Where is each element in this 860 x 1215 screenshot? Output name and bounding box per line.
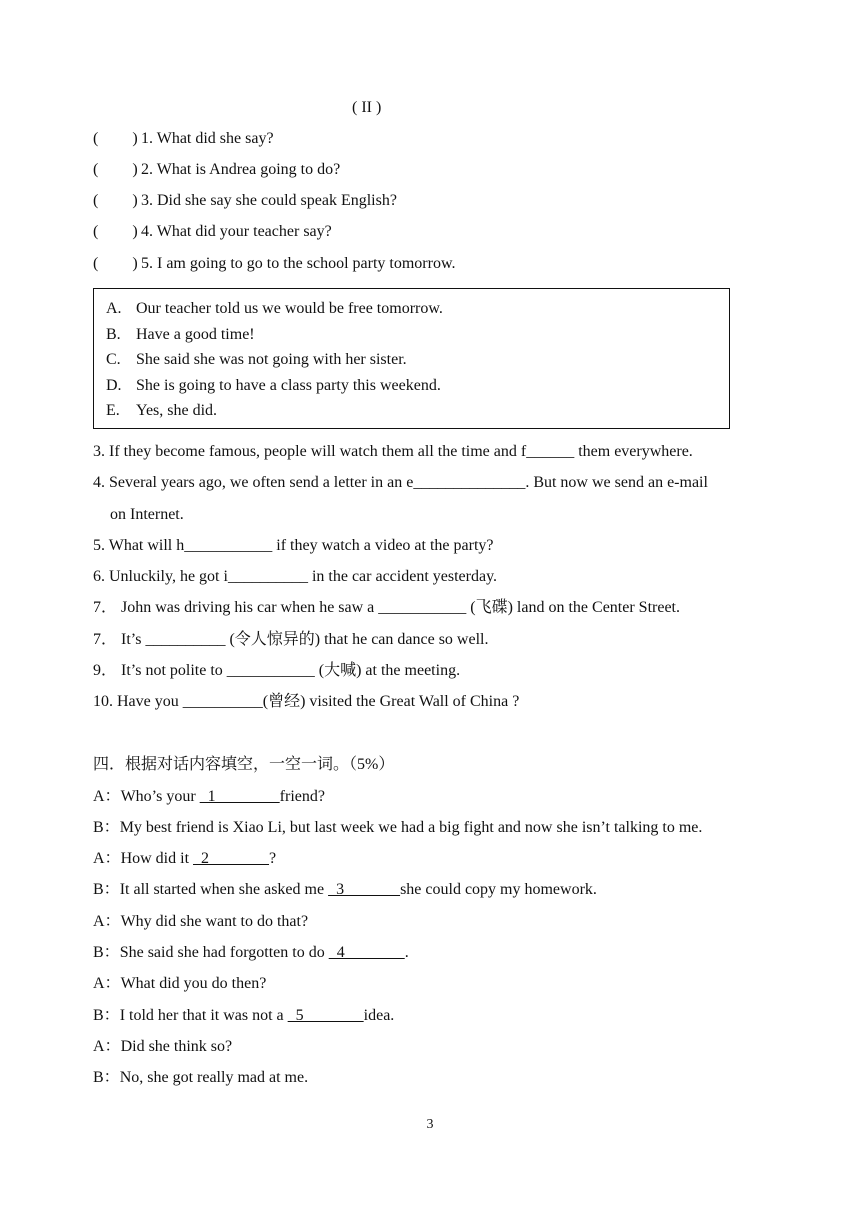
fill-item: 6. Unluckily, he got i__________ in the car accident yesterday. [93,568,498,585]
options-box [93,288,730,429]
answer-paren: ( ) [93,255,138,272]
dialog-line: B：My best friend is Xiao Li, but last week we had a big fight and now she isn’t talking to me. [93,819,703,836]
question-text: 3. Did she say she could speak English? [141,192,397,209]
question-text: 1. What did she say? [141,130,274,147]
dialog-line: B：No, she got really mad at me. [93,1069,309,1086]
answer-paren: ( ) [93,192,138,209]
fill-item: 5. What will h___________ if they watch a video at the party? [93,537,494,554]
fill-item: on Internet. [110,506,184,523]
answer-blank: 5 [287,1007,364,1024]
answer-paren: ( ) [93,223,138,240]
question-item [93,254,455,274]
question-text: 2. What is Andrea going to do? [141,161,341,178]
answer-blank: 1 [199,788,280,805]
question-item [93,191,397,211]
dialog-line: A：Why did she want to do that? [93,913,309,930]
question-item [93,222,332,242]
fill-item: 7． It’s __________ (令人惊异的) that he can dance so well. [93,631,489,648]
dialog-line: B：I told her that it was not a 5 idea. [93,1007,395,1024]
question-text: 5. I am going to go to the school party tomorrow. [141,255,456,272]
dialog-line: A：What did you do then? [93,975,267,992]
answer-paren: ( ) [93,161,138,178]
dialog-title: 四．根据对话内容填空，一空一词。（5%） [93,756,395,773]
option-item: D. She is going to have a class party this weekend. [106,377,441,394]
option-item: B. Have a good time! [106,326,255,343]
question-text: 4. What did your teacher say? [141,223,332,240]
fill-item: 3. If they become famous, people will watch them all the time and f______ them everywhere. [93,443,693,460]
dialog-line: A：Who’s your 1 friend? [93,788,325,805]
dialog-line: B：It all started when she asked me 3 she could copy my homework. [93,881,597,898]
page-number: 3 [426,1117,434,1132]
section-title: ( II ) [352,99,382,116]
dialog-line: B：She said she had forgotten to do 4 . [93,944,409,961]
option-item: A. Our teacher told us we would be free tomorrow. [106,300,443,317]
answer-paren: ( ) [93,130,138,147]
dialog-line: A：Did she think so? [93,1038,233,1055]
fill-item: 9． It’s not polite to ___________ (大喊) at the meeting. [93,662,461,679]
fill-item: 7． John was driving his car when he saw a ___________ (飞碟) land on the Center Street. [93,599,680,616]
option-item: E. Yes, she did. [106,402,218,419]
answer-blank: 4 [328,944,405,961]
dialog-line: A：How did it 2 ? [93,850,277,867]
option-item: C. She said she was not going with her sister. [106,351,407,368]
question-item [93,129,274,149]
answer-blank: 2 [193,850,270,867]
fill-item: 4. Several years ago, we often send a letter in an e______________. But now we send an e-mail [93,474,708,491]
fill-item: 10. Have you __________(曾经) visited the Great Wall of China ? [93,693,520,710]
question-item [93,160,340,180]
answer-blank: 3 [328,881,401,898]
